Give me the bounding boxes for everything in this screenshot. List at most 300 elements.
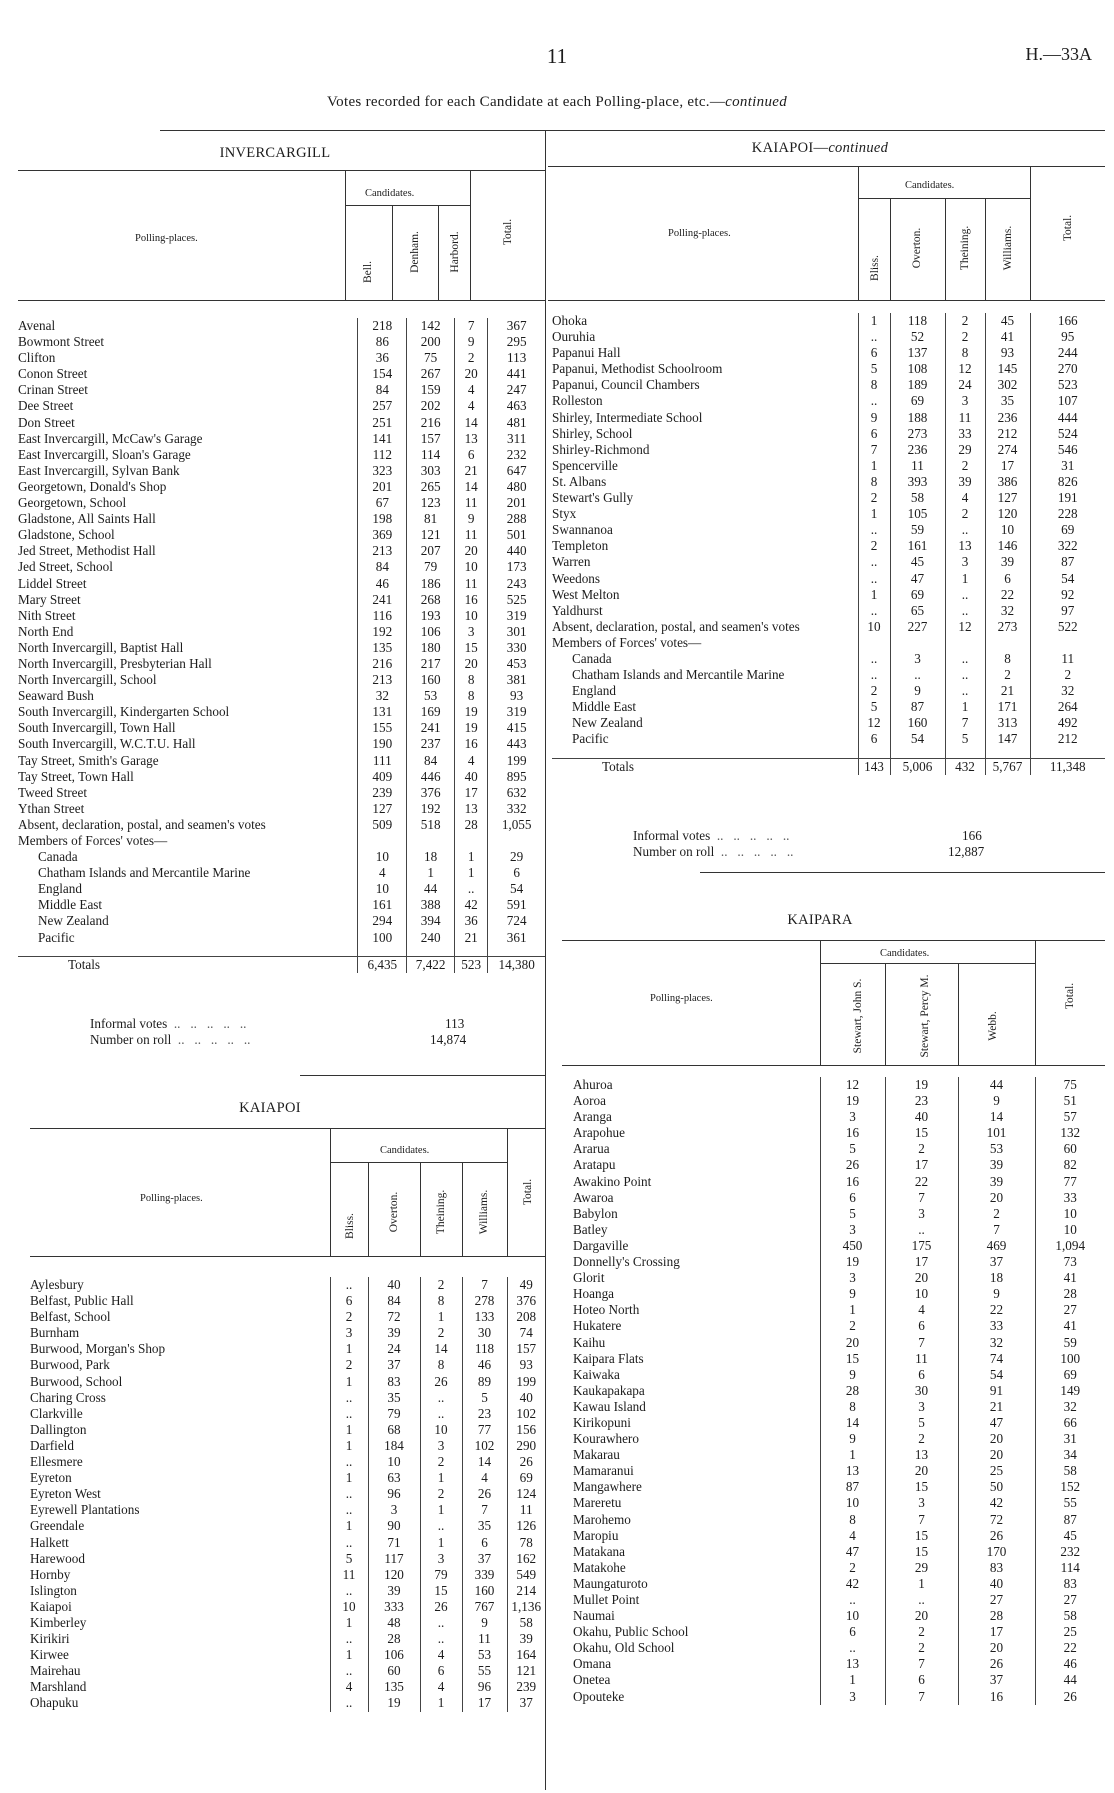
vote-count: 8 [420, 1293, 462, 1309]
vote-count: 1 [330, 1341, 368, 1357]
polling-place: Hukatere [573, 1318, 622, 1334]
vote-count: 141 [358, 431, 407, 447]
vote-count: 60 [368, 1663, 420, 1679]
polling-place: Tweed Street [18, 784, 88, 800]
vote-count: 319 [488, 704, 545, 720]
vote-count: 2 [420, 1277, 462, 1293]
spacer-row [552, 748, 1105, 759]
polling-place: Burnham [30, 1325, 80, 1341]
table-row [552, 410, 1105, 426]
kp-hdr-vline-1 [820, 940, 821, 1065]
vote-count: 67 [358, 495, 407, 511]
vote-count: 154 [358, 366, 407, 382]
polling-place: South Invercargill, Town Hall [18, 720, 176, 736]
polling-place: Members of Forces' votes— [552, 634, 702, 650]
table-row [573, 1592, 1105, 1608]
roll-label: Number on roll [90, 1032, 172, 1047]
table-row [30, 1535, 545, 1551]
vote-count: 1 [820, 1672, 885, 1688]
vote-count: 97 [1030, 603, 1105, 619]
vote-count: 157 [507, 1341, 545, 1357]
table-row [573, 1544, 1105, 1560]
table-row [18, 431, 545, 447]
vote-count: 152 [1035, 1479, 1105, 1495]
vote-count: 369 [358, 527, 407, 543]
total-header: Total. [1062, 214, 1074, 242]
vote-count: 2 [885, 1624, 958, 1640]
table-row [18, 559, 545, 575]
polling-place: Papanui Hall [552, 345, 621, 361]
vote-count: 53 [958, 1141, 1035, 1157]
vote-count: 15 [885, 1528, 958, 1544]
table-row [18, 881, 545, 897]
polling-place: Yaldhurst [552, 602, 603, 618]
vote-count: 135 [358, 640, 407, 656]
vote-count: 4 [455, 398, 488, 414]
vote-count: 83 [1035, 1576, 1105, 1592]
vote-count: 5 [858, 699, 890, 715]
spacer-cell [407, 946, 455, 957]
vote-count: 58 [1035, 1463, 1105, 1479]
vote-count: 7 [885, 1335, 958, 1351]
vote-count: 17 [885, 1157, 958, 1173]
vote-count: .. [858, 329, 890, 345]
kaiapoi-places-label: Polling-places. [140, 1193, 203, 1204]
table-row [30, 1406, 545, 1422]
vote-count: 20 [455, 366, 488, 382]
polling-place: Pacific [572, 731, 609, 747]
vote-count: 68 [368, 1422, 420, 1438]
vote-count: .. [330, 1406, 368, 1422]
vote-count: 13 [820, 1463, 885, 1479]
kaipara-rows [573, 1077, 1105, 1705]
vote-count: 145 [985, 361, 1030, 377]
vote-count: 2 [945, 313, 985, 329]
vote-count: 265 [407, 479, 455, 495]
vote-count: 3 [820, 1222, 885, 1238]
vote-count: 12 [945, 619, 985, 635]
vote-count: 27 [1035, 1302, 1105, 1318]
vote-count: 188 [890, 410, 945, 426]
spacer-cell [552, 748, 858, 759]
table-row [30, 1454, 545, 1470]
vote-count: 54 [958, 1367, 1035, 1383]
vote-count: 40 [368, 1277, 420, 1293]
vote-count: .. [330, 1663, 368, 1679]
table-row [18, 769, 545, 785]
polling-place: Absent, declaration, postal, and seamen's votes [552, 618, 800, 634]
polling-place: Styx [552, 506, 577, 522]
vote-count: 3 [368, 1502, 420, 1518]
vote-count: 32 [1035, 1399, 1105, 1415]
table-row [573, 1383, 1105, 1399]
table-row [18, 720, 545, 736]
vote-count: 39 [368, 1325, 420, 1341]
polling-place: Absent, declaration, postal, and seamen's votes [18, 816, 266, 832]
vote-count: 87 [820, 1479, 885, 1495]
vote-count: 25 [1035, 1624, 1105, 1640]
vote-count: 199 [507, 1374, 545, 1390]
polling-place: North Invercargill, Baptist Hall [18, 639, 184, 655]
table-row [30, 1374, 545, 1390]
vote-count: 1 [858, 458, 890, 474]
vote-count: 24 [368, 1341, 420, 1357]
vote-count: .. [858, 603, 890, 619]
vote-count: 28 [368, 1631, 420, 1647]
vote-count: 5 [885, 1415, 958, 1431]
vote-count: 74 [958, 1351, 1035, 1367]
total-header: Total. [522, 1178, 534, 1206]
vote-count: 106 [407, 624, 455, 640]
vote-count [1030, 635, 1105, 651]
vote-count: 376 [507, 1293, 545, 1309]
invercargill-header-bottom-rule [18, 300, 545, 301]
column-divider [545, 130, 546, 1790]
vote-count: 12 [820, 1077, 885, 1093]
vote-count: 632 [488, 785, 545, 801]
vote-count: 409 [358, 769, 407, 785]
vote-count: 2 [885, 1640, 958, 1656]
vote-count: 74 [507, 1325, 545, 1341]
kaiapoi-table [30, 1277, 545, 1712]
polling-place: Kawau Island [573, 1398, 646, 1414]
candidate-header: Theining. [435, 1189, 447, 1235]
table-row [30, 1647, 545, 1663]
polling-place: Matakohe [573, 1559, 626, 1575]
table-row [30, 1679, 545, 1695]
vote-count: 14 [958, 1109, 1035, 1125]
polling-place: Burwood, School [30, 1373, 123, 1389]
polling-place: Mareretu [573, 1495, 622, 1511]
vote-count: 2 [858, 538, 890, 554]
vote-count: 71 [368, 1535, 420, 1551]
kaipara-header-rule [562, 940, 1105, 941]
page-number: 11 [546, 44, 568, 68]
vote-count: 47 [958, 1415, 1035, 1431]
polling-place: Stewart's Gully [552, 490, 634, 506]
vote-count: 142 [407, 318, 455, 334]
vote-count: 120 [985, 506, 1030, 522]
vote-count: 1 [330, 1615, 368, 1631]
polling-place: Greendale [30, 1518, 85, 1534]
vote-count: 1 [420, 1309, 462, 1325]
vote-count: 21 [958, 1399, 1035, 1415]
vote-count: 96 [462, 1679, 507, 1695]
vote-count: 101 [958, 1125, 1035, 1141]
vote-count: 1 [420, 1502, 462, 1518]
vote-count: 22 [958, 1302, 1035, 1318]
table-row [573, 1190, 1105, 1206]
vote-count: 2 [420, 1454, 462, 1470]
polling-place: Bowmont Street [18, 334, 105, 350]
vote-count: 313 [985, 715, 1030, 731]
vote-count: 273 [985, 619, 1030, 635]
vote-count: .. [885, 1592, 958, 1608]
table-row [573, 1608, 1105, 1624]
vote-count: 26 [958, 1656, 1035, 1672]
vote-count: 1 [858, 506, 890, 522]
vote-count: 6 [858, 345, 890, 361]
polling-place: Omana [573, 1656, 612, 1672]
vote-count: .. [945, 667, 985, 683]
vote-count: 469 [958, 1238, 1035, 1254]
vote-count: 133 [462, 1309, 507, 1325]
vote-count: 4 [420, 1647, 462, 1663]
vote-count: 47 [820, 1544, 885, 1560]
vote-count: 208 [507, 1309, 545, 1325]
polling-place: Kaihu [573, 1334, 606, 1350]
candidate-header: Bliss. [869, 255, 881, 281]
invercargill-top-rule [160, 130, 545, 131]
candidate-header: Williams. [478, 1189, 490, 1235]
vote-count: .. [858, 522, 890, 538]
table-row [18, 495, 545, 511]
vote-count: 26 [420, 1599, 462, 1615]
polling-place: Mullet Point [573, 1592, 640, 1607]
polling-place: Islington [30, 1582, 77, 1598]
table-row [552, 361, 1105, 377]
vote-count: 8 [455, 688, 488, 704]
vote-count: 7,422 [407, 956, 455, 973]
vote-count: 69 [890, 587, 945, 603]
kp-hdr-vline-2 [885, 963, 886, 1065]
vote-count: 367 [488, 318, 545, 334]
vote-count: .. [330, 1277, 368, 1293]
vote-count: 81 [407, 511, 455, 527]
polling-place: Kirikopuni [573, 1414, 631, 1430]
vote-count: 143 [858, 758, 890, 775]
vote-count: 39 [507, 1631, 545, 1647]
polling-place: Mamaranui [573, 1463, 634, 1479]
polling-place: Harewood [30, 1550, 85, 1566]
vote-count: 10 [455, 559, 488, 575]
kaipara-header-bottom-rule [562, 1065, 1105, 1066]
vote-count: 3 [455, 624, 488, 640]
vote-count: 10 [820, 1495, 885, 1511]
vote-count: 546 [1030, 442, 1105, 458]
vote-count: 89 [462, 1374, 507, 1390]
polling-place: Dallington [30, 1421, 87, 1437]
polling-place: Burwood, Park [30, 1357, 110, 1373]
inv-hdr-vline-3 [438, 205, 439, 300]
totals-row [18, 956, 545, 973]
vote-count: 37 [507, 1695, 545, 1711]
table-row [573, 1351, 1105, 1367]
vote-count: 26 [1035, 1689, 1105, 1705]
vote-count: 12 [945, 361, 985, 377]
vote-count: 523 [455, 956, 488, 973]
kaiapoi-heading: KAIAPOI [239, 1100, 301, 1116]
vote-count: 15 [420, 1583, 462, 1599]
table-row [573, 1463, 1105, 1479]
kaiapoi-cont-suffix: continued [828, 140, 889, 156]
polling-place: Opouteke [573, 1688, 625, 1704]
polling-place: Darfield [30, 1437, 74, 1453]
polling-place: New Zealand [572, 715, 643, 731]
vote-count: 386 [985, 474, 1030, 490]
table-row [30, 1309, 545, 1325]
polling-place: Maropiu [573, 1527, 619, 1543]
vote-count: 522 [1030, 619, 1105, 635]
vote-count [858, 635, 890, 651]
vote-count: 2 [420, 1325, 462, 1341]
vote-count: 35 [985, 393, 1030, 409]
table-row [30, 1422, 545, 1438]
vote-count: 108 [890, 361, 945, 377]
vote-count: 13 [945, 538, 985, 554]
candidate-header: Webb. [987, 1011, 999, 1041]
vote-count: 11 [455, 495, 488, 511]
vote-count: 2 [945, 458, 985, 474]
inv-hdr-vline-4 [470, 170, 471, 300]
vote-count: 42 [820, 1576, 885, 1592]
vote-count: .. [945, 683, 985, 699]
vote-count: 241 [358, 592, 407, 608]
vote-count: 333 [368, 1599, 420, 1615]
table-row [30, 1695, 545, 1711]
vote-count: 171 [985, 699, 1030, 715]
polling-place: St. Albans [552, 473, 607, 489]
vote-count: 35 [462, 1518, 507, 1534]
vote-count: 339 [462, 1567, 507, 1583]
vote-count: 93 [985, 345, 1030, 361]
vote-count: 20 [958, 1640, 1035, 1656]
vote-count: .. [820, 1592, 885, 1608]
vote-count: 388 [407, 897, 455, 913]
vote-count: 32 [985, 603, 1030, 619]
vote-count: 17 [885, 1254, 958, 1270]
vote-count: 192 [407, 801, 455, 817]
vote-count: 7 [885, 1512, 958, 1528]
polling-place: Kaiapoi [30, 1598, 72, 1614]
polling-place: Crinan Street [18, 382, 88, 398]
polling-place: Totals [18, 956, 358, 973]
polling-place: Matakana [573, 1543, 625, 1559]
polling-place: Members of Forces' votes— [18, 833, 168, 848]
vote-count: 180 [407, 640, 455, 656]
table-row [18, 382, 545, 398]
table-row [552, 699, 1105, 715]
vote-count: 118 [890, 313, 945, 329]
kaiapoi-cont-heading [640, 140, 1000, 157]
table-row [18, 704, 545, 720]
vote-count: 20 [820, 1335, 885, 1351]
vote-count: 826 [1030, 474, 1105, 490]
vote-count: 6 [885, 1672, 958, 1688]
total-header: Total. [1064, 982, 1076, 1010]
vote-count: 394 [407, 913, 455, 929]
vote-count: 323 [358, 463, 407, 479]
vote-count: 30 [462, 1325, 507, 1341]
vote-count: 213 [358, 672, 407, 688]
table-row [30, 1341, 545, 1357]
polling-place: Kirwee [30, 1647, 69, 1663]
vote-count: 39 [945, 474, 985, 490]
vote-count: 214 [507, 1583, 545, 1599]
kai-hdr-vline-2 [368, 1162, 369, 1256]
vote-count: 1 [330, 1518, 368, 1534]
vote-count: 7 [858, 442, 890, 458]
kaipara-heading: KAIPARA [787, 912, 853, 928]
kaiapoi-cont-candidates-rule [858, 198, 1030, 199]
vote-count: 39 [985, 554, 1030, 570]
table-row [18, 447, 545, 463]
vote-count: 237 [407, 736, 455, 752]
vote-count: 207 [407, 543, 455, 559]
vote-count: 19 [820, 1254, 885, 1270]
polling-place: Belfast, Public Hall [30, 1293, 134, 1309]
vote-count [890, 635, 945, 651]
polling-place: East Invercargill, Sloan's Garage [18, 446, 191, 462]
vote-count: 84 [358, 382, 407, 398]
total-header: Total. [502, 218, 514, 246]
table-row [573, 1109, 1105, 1125]
vote-count: 16 [455, 736, 488, 752]
vote-count: 523 [1030, 377, 1105, 393]
vote-count: 40 [455, 769, 488, 785]
vote-count: 190 [358, 736, 407, 752]
vote-count: 28 [958, 1608, 1035, 1624]
vote-count: 3 [885, 1495, 958, 1511]
vote-count: 288 [488, 511, 545, 527]
table-row [573, 1447, 1105, 1463]
vote-count: 96 [368, 1486, 420, 1502]
polling-place: Swannanoa [552, 522, 613, 538]
table-row [552, 329, 1105, 345]
vote-count: 192 [358, 624, 407, 640]
polling-place: Awaroa [573, 1189, 614, 1205]
vote-count: 23 [885, 1093, 958, 1109]
vote-count: 121 [507, 1663, 545, 1679]
vote-count: 11 [890, 458, 945, 474]
vote-count: 82 [1035, 1157, 1105, 1173]
vote-count: 10 [455, 608, 488, 624]
vote-count: 8 [820, 1512, 885, 1528]
invercargill-end-rule [300, 1075, 545, 1076]
vote-count: 441 [488, 366, 545, 382]
vote-count: 16 [820, 1125, 885, 1141]
vote-count: 11 [462, 1631, 507, 1647]
candidate-header: Stewart, John S. [852, 978, 864, 1054]
kaipara-places-label: Polling-places. [650, 993, 713, 1004]
vote-count: 36 [358, 350, 407, 366]
vote-count: 444 [1030, 410, 1105, 426]
vote-count: 11 [507, 1502, 545, 1518]
inv-hdr-vline-1 [345, 170, 346, 300]
vote-count: 114 [407, 447, 455, 463]
vote-count: 3 [820, 1109, 885, 1125]
polling-place: England [38, 881, 82, 897]
vote-count: 54 [890, 731, 945, 747]
vote-count: 3 [945, 554, 985, 570]
vote-count: 453 [488, 656, 545, 672]
table-row [573, 1672, 1105, 1688]
vote-count: 11 [330, 1567, 368, 1583]
vote-count [407, 833, 455, 849]
vote-count: 278 [462, 1293, 507, 1309]
vote-count: .. [330, 1454, 368, 1470]
vote-count: 8 [820, 1399, 885, 1415]
vote-count: 42 [958, 1495, 1035, 1511]
vote-count: 2 [455, 350, 488, 366]
vote-count: 9 [820, 1431, 885, 1447]
vote-count: 69 [890, 393, 945, 409]
table-row [30, 1663, 545, 1679]
table-row [573, 1431, 1105, 1447]
kaiapoi-rows [30, 1277, 545, 1712]
vote-count: 4 [462, 1470, 507, 1486]
vote-count: 232 [1035, 1544, 1105, 1560]
